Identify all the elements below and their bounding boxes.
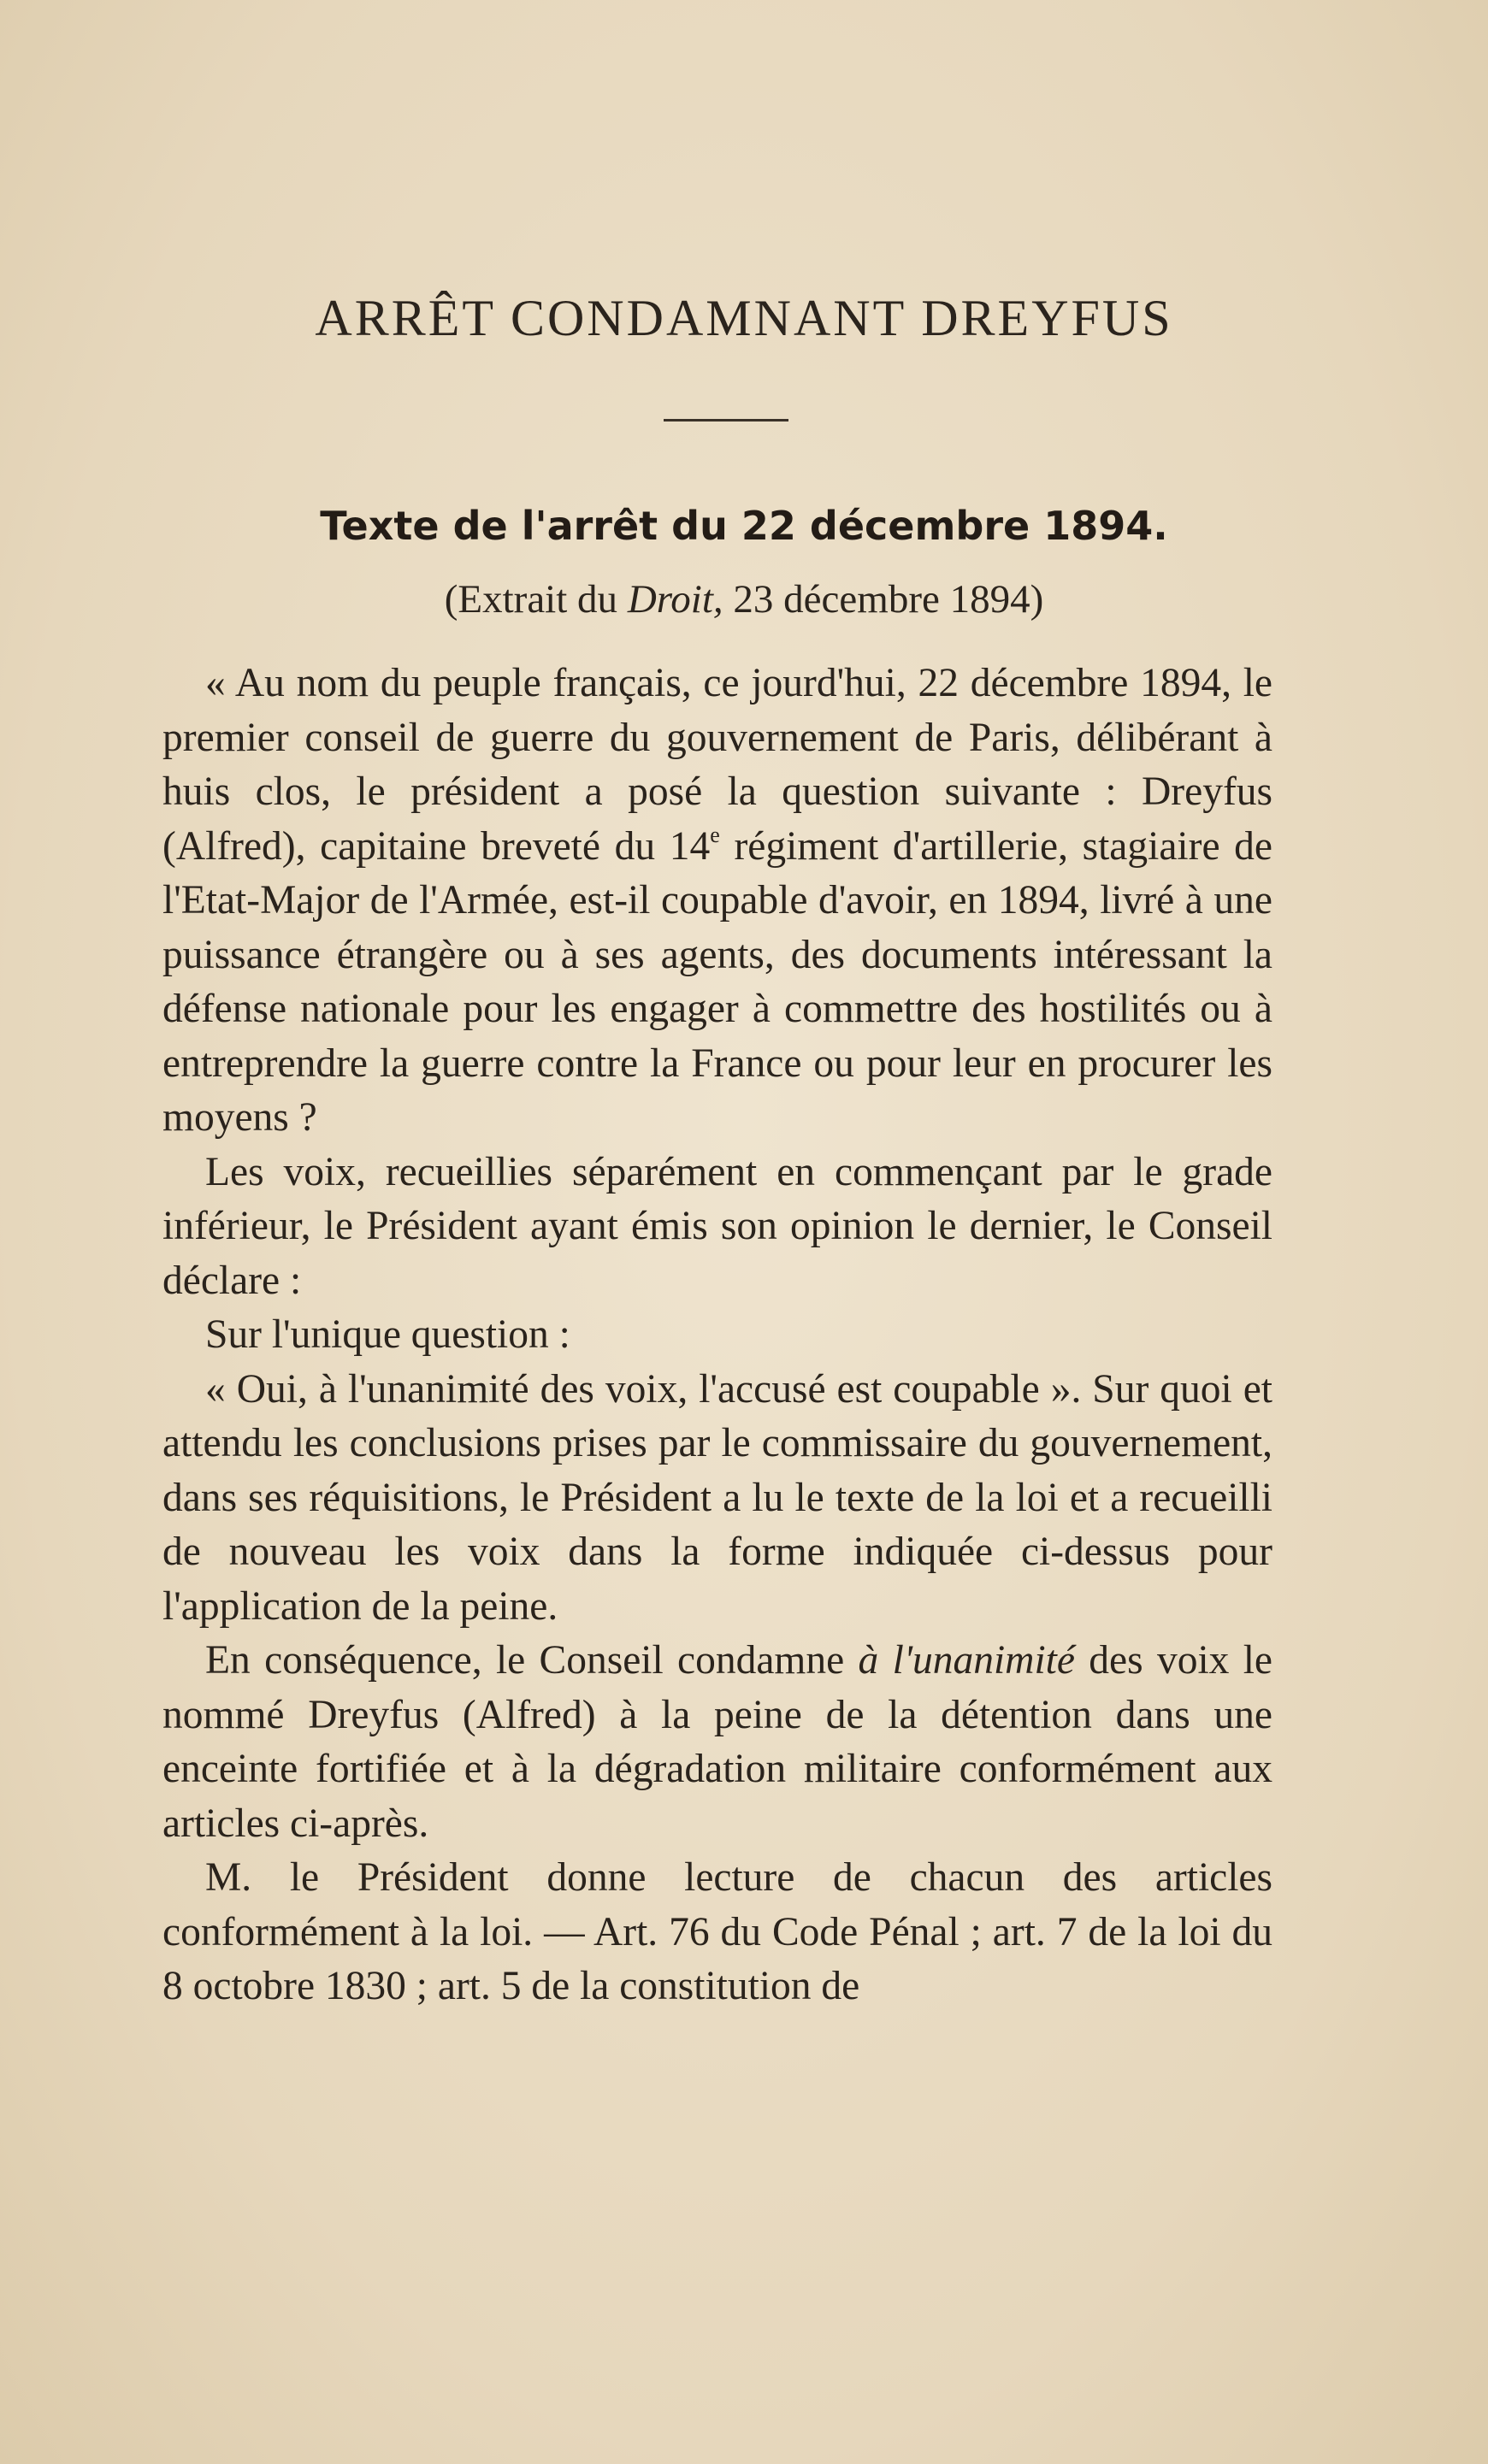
paragraph-2: Les voix, recueillies séparément en commençant par le grade inférieur, le Président ayant émis son opinion le dernier, le Conseil déclare : <box>162 1149 1272 1303</box>
paragraph-4: « Oui, à l'unanimité des voix, l'accusé est coupable ». Sur quoi et attendu les conclusions prises par le commissaire du gouvernement, dans ses réquisitions, le Président a lu le texte de la loi et a recueilli de nouveau les voix dans la forme indiquée ci-dessus pour l'application de la peine. <box>162 1366 1272 1629</box>
paragraph-5-end: des voix le nommé Dreyfus (Alfred) à la peine de la détention dans une enceinte fortifiée et à la dégradation militaire conformément aux articles ci-après. <box>162 1638 1272 1846</box>
paragraph-5-start: En conséquence, le Conseil condamne <box>205 1638 859 1683</box>
ordinal-superscript: e <box>710 822 720 847</box>
paragraph-5 <box>162 1634 1272 1851</box>
page-title: ARRÊT CONDAMNANT DREYFUS <box>315 290 1173 346</box>
paragraph-5-italic: à l'unanimité <box>858 1638 1075 1683</box>
paragraph-1 <box>162 657 1272 1146</box>
title-divider <box>664 419 788 421</box>
paragraph-1-text: « Au nom du peuple français, ce jourd'hui, 22 décembre 1894, le premier conseil de guerre du gouvernement de Paris, délibérant à huis clos, le président a posé la question suivante : Dreyfus (Alfred), capitaine breveté du 14 <box>162 661 1272 869</box>
source-citation <box>0 576 1488 622</box>
source-italic: Droit, <box>627 577 723 622</box>
source-before: (Extrait du <box>444 577 628 622</box>
paragraph-6: M. le Président donne lecture de chacun des articles conformément à la loi. — Art. 76 du Code Pénal ; art. 7 de la loi du 8 octobre 1830 ; art. 5 de la constitution de <box>162 1855 1272 2008</box>
section-heading: Texte de l'arrêt du 22 décembre 1894. <box>320 503 1168 549</box>
source-after: 23 décembre 1894) <box>723 577 1044 622</box>
paragraph-3: Sur l'unique question : <box>205 1312 570 1357</box>
body-text <box>162 657 1272 2014</box>
paragraph-1-end: régiment d'artillerie, stagiaire de l'Etat-Major de l'Armée, est-il coupable d'avoir, en 1894, livré à une puissance étrangère ou à ses agents, des documents intéressant la défense nationale pour les engager à commettre des hostilités ou à entreprendre la guerre contre la France ou pour leur en procurer les moyens ? <box>162 823 1273 1140</box>
